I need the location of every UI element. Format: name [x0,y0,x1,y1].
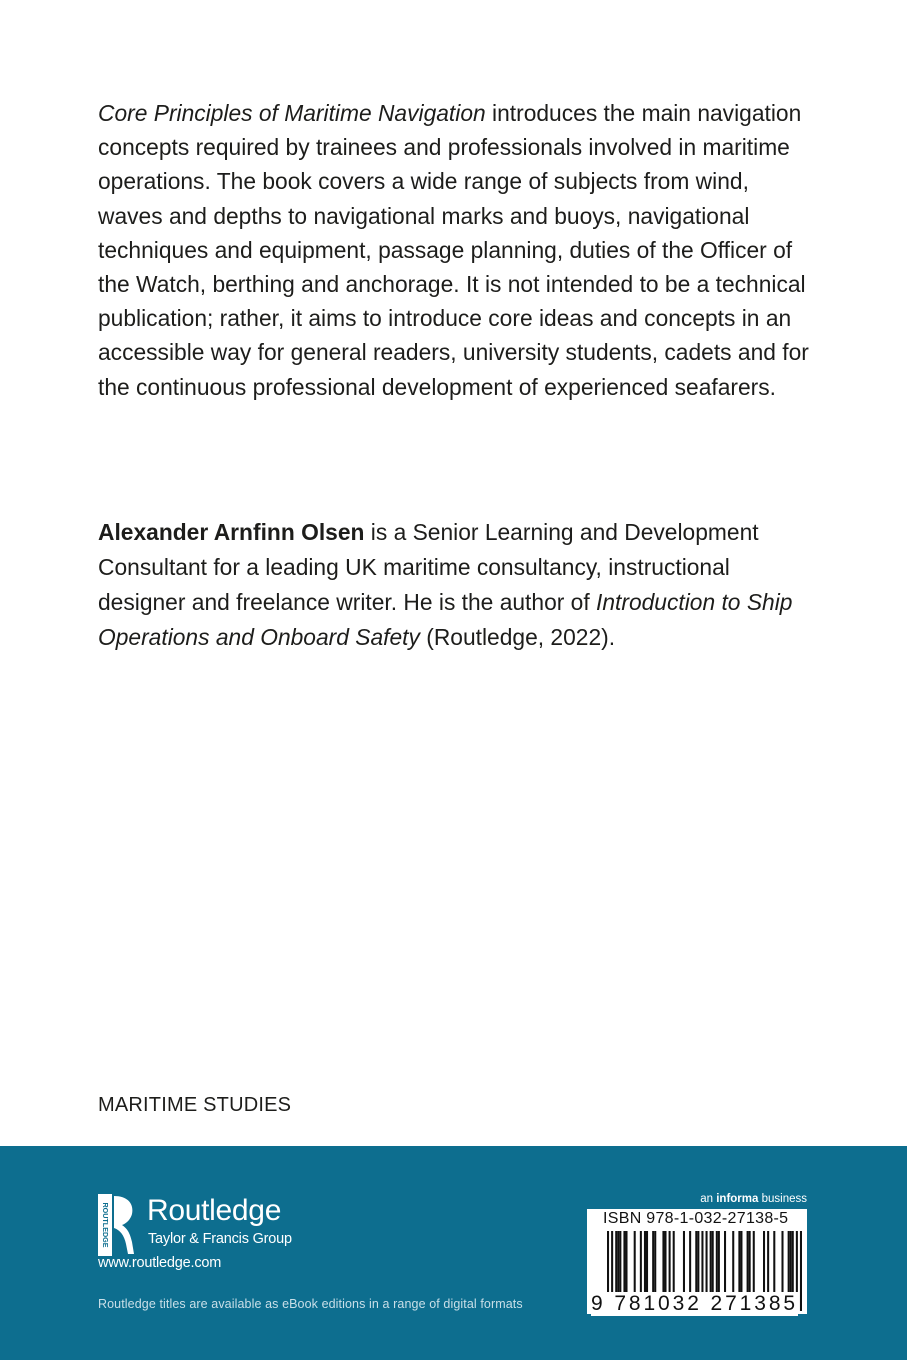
book-blurb [98,96,818,404]
blurb-text: introduces the main navigation concepts required by trainees and professionals involved in maritime operations. The book covers a wide range of subjects from wind, waves and depths to navigational marks and buoys, navigational techniques and equipment, passage planning, duties of the Officer of the Watch, berthing and anchorage. It is not intended to be a technical publication; rather, it aims to introduce core ideas and concepts in an accessible way for general readers, university students, cadets and for the continuous professional development of experienced seafarers. [98,100,809,400]
barcode-bar [710,1231,712,1293]
barcode-bar [683,1231,685,1293]
barcode-bar [640,1231,642,1293]
routledge-logo-icon [98,1194,138,1256]
barcode-bar [773,1231,775,1293]
barcode-bar [790,1231,792,1293]
barcode-digits: 9 781032 271385 [591,1292,798,1315]
barcode-bar [712,1231,714,1293]
barcode-bar [623,1231,625,1293]
barcode-bar [732,1231,734,1293]
previous-book-title: Introduction to Ship Operations and Onboard Safety [98,589,793,650]
publisher-group: Taylor & Francis Group [148,1231,292,1247]
barcode-bar [615,1231,617,1293]
barcode-bar [753,1231,755,1293]
barcode-bar [800,1231,802,1311]
barcode-bar [619,1231,621,1293]
author-bio [98,515,818,655]
barcode-bar [716,1231,718,1293]
barcode-panel [587,1209,807,1314]
barcode-bar [747,1231,749,1293]
ebook-note: Routledge titles are available as eBook editions in a range of digital formats [98,1297,523,1311]
barcode-bar [673,1231,675,1293]
barcode-bar [724,1231,726,1293]
informa-label: an informa business [700,1193,807,1205]
barcode-bar [654,1231,656,1293]
barcode-bar [644,1231,646,1293]
informa-brand: informa [716,1193,759,1205]
barcode-bar [767,1231,769,1293]
isbn-label: ISBN 978-1-032-27138-5 [603,1210,789,1227]
bio-paragraph [98,515,818,655]
publisher-footer [0,1146,907,1360]
barcode-bar [664,1231,666,1293]
barcode-bar [689,1231,691,1293]
barcode-bar [792,1231,794,1293]
series-label: MARITIME STUDIES [98,1094,292,1116]
barcode-bar [646,1231,648,1293]
barcode-bar [763,1231,765,1293]
bio-text-2: (Routledge, 2022). [419,624,616,650]
barcode-bar [697,1231,699,1293]
barcode-bar [695,1231,697,1293]
logo-vertical-text: ROUTLEDGE [101,1202,111,1248]
blurb-paragraph [98,96,818,404]
barcode-bar [669,1231,671,1293]
barcode-bar [738,1231,740,1293]
barcode-bar [662,1231,664,1293]
barcode-bar [617,1231,619,1293]
publisher-name: Routledge [147,1194,282,1227]
barcode-bar [749,1231,751,1293]
barcode-bar [788,1231,790,1293]
author-name: Alexander Arnfinn Olsen [98,519,365,545]
publisher-url: www.routledge.com [98,1255,222,1271]
book-title: Core Principles of Maritime Navigation [98,100,486,126]
barcode-bar [625,1231,627,1293]
barcode-bar [634,1231,636,1293]
bio-text-1: is a Senior Learning and Development Consultant for a leading UK maritime consultancy, instructional designer and freelance writer. He is the author of [98,519,759,615]
barcode-bar [740,1231,742,1293]
barcode-bar [652,1231,654,1293]
barcode-bar [718,1231,720,1293]
barcode-bar [781,1231,783,1293]
